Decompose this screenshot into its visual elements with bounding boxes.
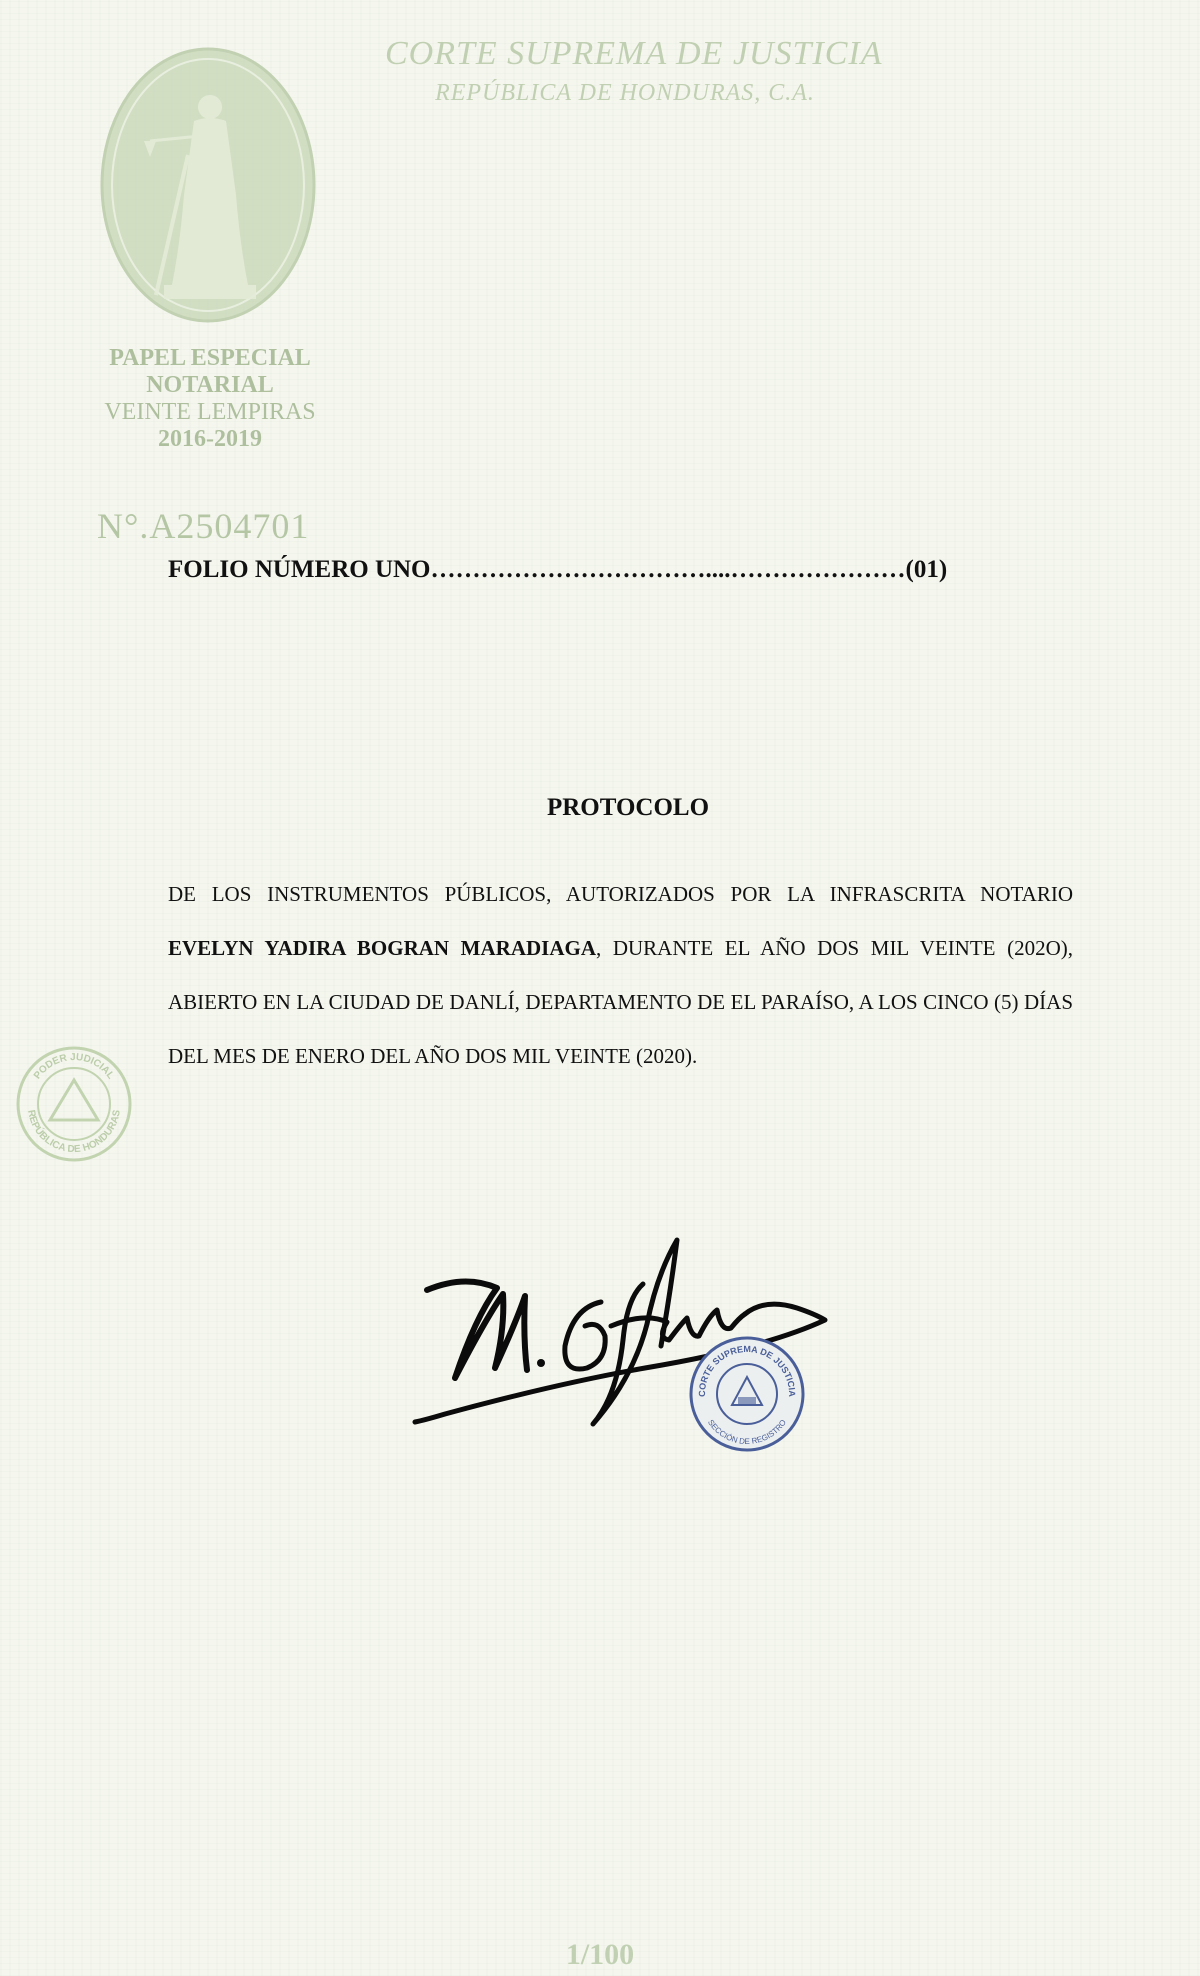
court-stamp bbox=[688, 1335, 806, 1453]
body-part-2: , DURANTE EL AÑO DOS MIL VEINTE (202O), ABIERTO EN LA CIUDAD DE DANLÍ, DEPARTAMENTO DE EL PARAÍSO, A LOS CINCO (5) DÍAS DEL MES DE ENERO DEL AÑO DOS MIL VEINTE (2020). bbox=[168, 936, 1073, 1068]
poder-judicial-seal bbox=[14, 1040, 134, 1170]
paper-line-3: VEINTE LEMPIRAS bbox=[104, 399, 316, 425]
protocol-body bbox=[168, 867, 1073, 1083]
left-seal-bottom-text: REPÚBLICA DE HONDURAS bbox=[25, 1109, 123, 1156]
stamp-top-text: CORTE SUPREMA DE JUSTICIA bbox=[696, 1343, 798, 1397]
paper-line-4: 2016-2019 bbox=[158, 426, 262, 452]
stamp-bottom-text: SECCIÓN DE REGISTRO bbox=[706, 1417, 788, 1447]
left-seal-top-text: PODER JUDICIAL bbox=[31, 1051, 117, 1082]
paper-type-block bbox=[85, 345, 335, 453]
folio-line: FOLIO NÚMERO UNO……………………………....…………………(01) bbox=[168, 556, 948, 583]
court-subtitle: REPÚBLICA DE HONDURAS, C.A. bbox=[435, 80, 815, 106]
notary-name: EVELYN YADIRA BOGRAN MARADIAGA bbox=[168, 936, 596, 960]
paper-line-2: NOTARIAL bbox=[146, 372, 274, 398]
page-number: 1/100 bbox=[565, 1938, 635, 1971]
serial-number: N°.A2504701 bbox=[97, 506, 310, 546]
document-title: PROTOCOLO bbox=[546, 794, 710, 821]
body-part-1: DE LOS INSTRUMENTOS PÚBLICOS, AUTORIZADOS POR LA INFRASCRITA NOTARIO bbox=[168, 882, 1073, 906]
court-title: CORTE SUPREMA DE JUSTICIA bbox=[385, 35, 883, 72]
justice-seal-watermark bbox=[98, 45, 318, 325]
triangle-emblem-icon bbox=[50, 1080, 98, 1120]
paper-line-1: PAPEL ESPECIAL bbox=[109, 345, 311, 371]
